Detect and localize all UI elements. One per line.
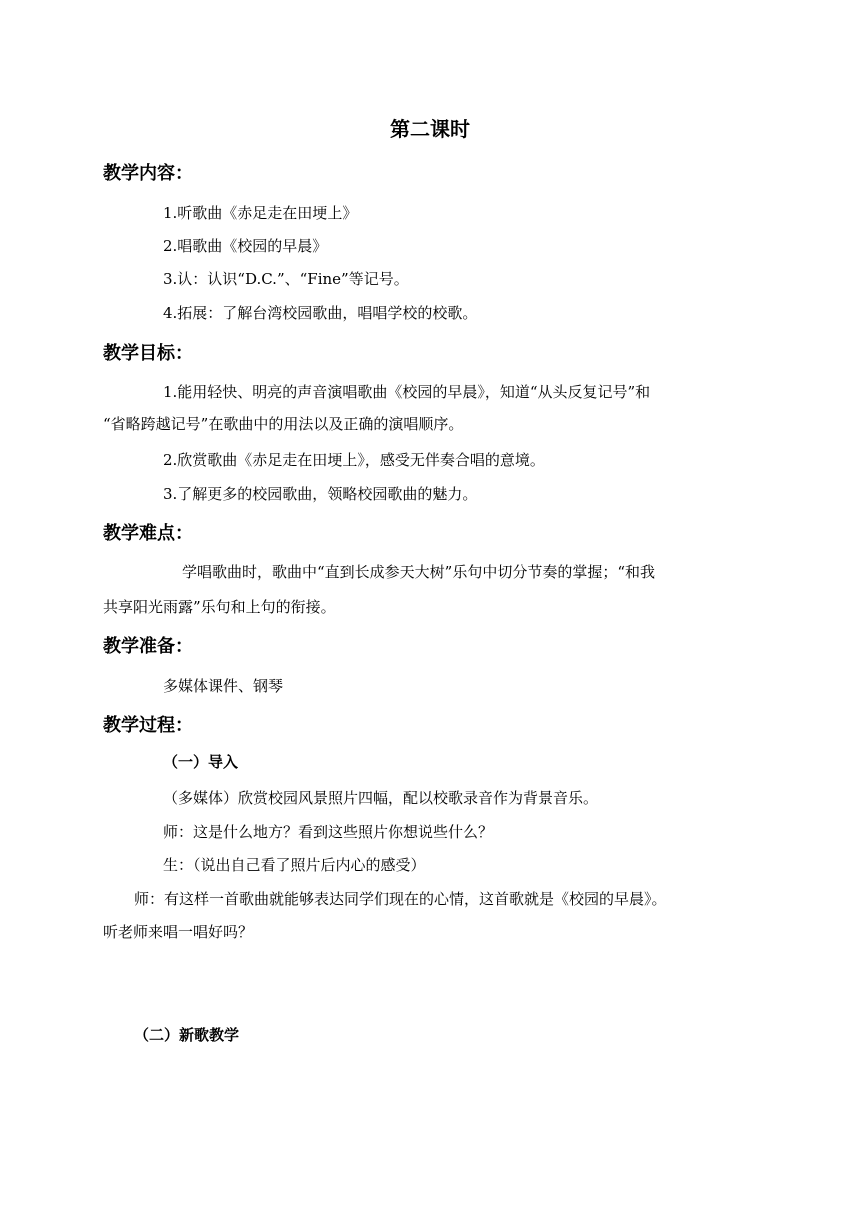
goal-item-1-line-1: 1.能用轻快、明亮的声音演唱歌曲《校园的早晨》，知道“从头反复记号”和 <box>163 383 651 401</box>
preparation-text: 多媒体课件、钢琴 <box>163 677 284 695</box>
process-line-2: 师：这是什么地方？看到这些照片你想说些什么？ <box>163 823 494 841</box>
process-line-1: （多媒体）欣赏校园风景照片四幅，配以校歌录音作为背景音乐。 <box>163 789 599 807</box>
content-item-2: 2.唱歌曲《校园的早晨》 <box>163 237 328 255</box>
process-heading: 教学过程： <box>103 715 193 736</box>
process-line-3: 生：（说出自己看了照片后内心的感受） <box>163 856 426 874</box>
process-paragraph-line-1: 师：有这样一首歌曲就能够表达同学们现在的心情，这首歌就是《校园的早晨》。 <box>134 890 667 908</box>
content-item-1: 1.听歌曲《赤足走在田埂上》 <box>163 204 358 222</box>
goal-item-2: 2.欣赏歌曲《赤足走在田埂上》，感受无伴奏合唱的意境。 <box>163 451 545 469</box>
content-item-3: 3.认：认识“D.C.”、“Fine”等记号。 <box>163 270 409 288</box>
goal-item-1-line-2: “省略跨越记号”在歌曲中的用法以及正确的演唱顺序。 <box>103 415 464 433</box>
difficulty-line-1: 学唱歌曲时，歌曲中“直到长成参天大树”乐句中切分节奏的掌握；“和我 <box>182 563 656 581</box>
page-title: 第二课时 <box>390 117 470 141</box>
goals-heading: 教学目标： <box>103 343 193 364</box>
section-2-title: （二）新歌教学 <box>134 1026 240 1044</box>
process-paragraph-line-2: 听老师来唱一唱好吗？ <box>103 923 254 941</box>
goal-item-3: 3.了解更多的校园歌曲，领略校园歌曲的魅力。 <box>163 485 478 503</box>
content-item-4: 4.拓展：了解台湾校园歌曲，唱唱学校的校歌。 <box>163 304 478 322</box>
difficulty-line-2: 共享阳光雨露”乐句和上句的衔接。 <box>103 598 336 616</box>
section-1-title: （一）导入 <box>163 753 239 771</box>
difficulty-heading: 教学难点： <box>103 523 193 544</box>
preparation-heading: 教学准备： <box>103 636 193 657</box>
content-heading: 教学内容： <box>103 163 193 184</box>
